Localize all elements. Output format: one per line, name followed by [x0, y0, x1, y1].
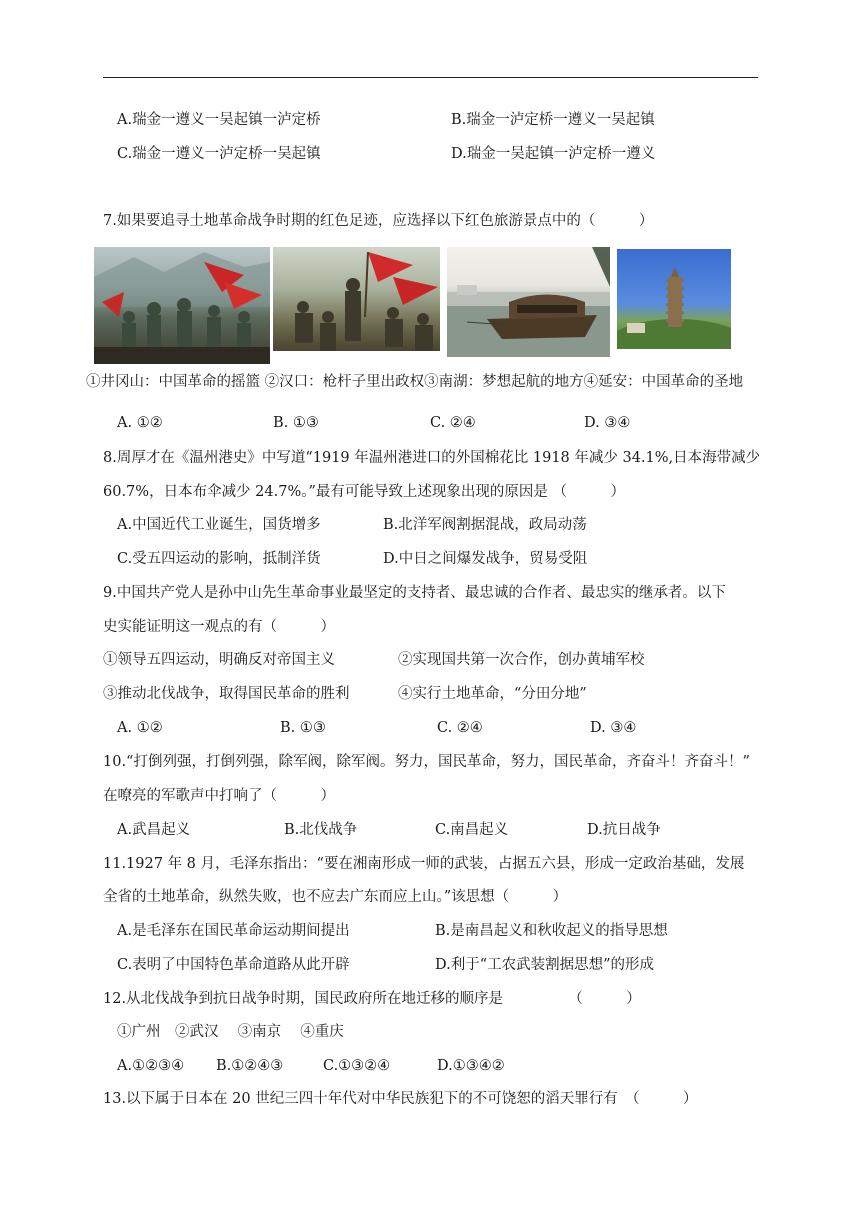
q10-option-a: A.武昌起义	[117, 822, 191, 838]
q9-option-a: A. ①②	[117, 720, 163, 736]
q8-stem-line1: 8.周厚才在《温州港史》中写道“1919 年温州港进口的外国棉花比 1918 年减少 34.1%,日本海带减少	[103, 450, 761, 466]
q7-option-a: A. ①②	[117, 415, 163, 431]
q9-item-3: ③推动北伐战争，取得国民革命的胜利	[103, 686, 350, 702]
q9-stem-line2: 史实能证明这一观点的有（ ）	[103, 619, 335, 635]
q9-stem-line1: 9.中国共产党人是孙中山先生革命事业最坚定的支持者、最忠诚的合作者、最忠实的继承者。以下	[103, 585, 726, 601]
q10-stem-line1: 10.“打倒列强，打倒列强，除军阀，除军阀。努力，国民革命，努力，国民革命，齐奋斗！齐奋斗！”	[103, 754, 750, 770]
yanan-pagoda-image	[617, 249, 731, 349]
q8-option-c: C.受五四运动的影响，抵制洋货	[117, 551, 321, 567]
q9-option-c: C. ②④	[437, 720, 483, 736]
q7-option-c: C. ②④	[430, 415, 476, 431]
q8-option-d: D.中日之间爆发战争，贸易受阻	[383, 551, 588, 567]
q9-option-b: B. ①③	[280, 720, 326, 736]
q6-option-c: C.瑞金一遵义一泸定桥一吴起镇	[117, 146, 321, 162]
q12-option-a: A.①②③④	[117, 1058, 185, 1074]
q7-option-b: B. ①③	[273, 415, 319, 431]
q7-stem: 7.如果要追寻土地革命战争时期的红色足迹，应选择以下红色旅游景点中的（ ）	[103, 213, 654, 229]
q6-option-b: B.瑞金一泸定桥一遵义一吴起镇	[451, 112, 655, 128]
q10-option-b: B.北伐战争	[284, 822, 358, 838]
q6-option-d: D.瑞金一吴起镇一泸定桥一遵义	[451, 146, 656, 162]
q10-stem-line2: 在嘹亮的军歌声中打响了（ ）	[103, 788, 335, 804]
q7-option-d: D. ③④	[584, 415, 631, 431]
q9-option-d: D. ③④	[590, 720, 637, 736]
q11-stem-line1: 11.1927 年 8 月，毛泽东指出：“要在湘南形成一师的武装，占据五六县，形成一定政治基础，发展	[103, 856, 745, 872]
q12-option-d: D.①③④②	[437, 1058, 505, 1074]
q10-option-d: D.抗日战争	[587, 822, 661, 838]
q11-option-a: A.是毛泽东在国民革命运动期间提出	[117, 923, 350, 939]
q9-item-4: ④实行土地革命，“分田分地”	[398, 686, 587, 702]
header-rule	[103, 77, 758, 78]
q9-item-2: ②实现国共第一次合作，创办黄埔军校	[398, 652, 645, 668]
q13-stem: 13.以下属于日本在 20 世纪三四十年代对中华民族犯下的不可饶恕的滔天罪行有 （ ）	[103, 1091, 698, 1107]
nanhu-boat-image	[447, 247, 610, 357]
jinggangshan-painting-image	[94, 247, 270, 364]
q9-item-1: ①领导五四运动，明确反对帝国主义	[103, 652, 335, 668]
q12-option-c: C.①③②④	[323, 1058, 391, 1074]
q11-option-d: D.利于“工农武装割据思想”的形成	[435, 957, 655, 973]
q8-option-a: A.中国近代工业诞生，国货增多	[117, 517, 321, 533]
q8-stem-line2: 60.7%，日本布伞减少 24.7%。”最有可能导致上述现象出现的原因是 （ ）	[103, 484, 626, 500]
q8-option-b: B.北洋军阀割据混战，政局动荡	[383, 517, 587, 533]
q10-option-c: C.南昌起义	[435, 822, 509, 838]
q6-option-a: A.瑞金一遵义一吴起镇一泸定桥	[117, 112, 321, 128]
q7-image-captions: ①井冈山：中国革命的摇篮 ②汉口：枪杆子里出政权③南湖：梦想起航的地方④延安：中国革命的圣地	[86, 374, 744, 390]
hankou-painting-image	[273, 247, 440, 351]
q12-stem: 12.从北伐战争到抗日战争时期，国民政府所在地迁移的顺序是 （ ）	[103, 991, 641, 1007]
q12-option-b: B.①②④③	[216, 1058, 284, 1074]
q12-items: ①广州 ②武汉 ③南京 ④重庆	[117, 1024, 344, 1040]
q11-option-c: C.表明了中国特色革命道路从此开辟	[117, 957, 350, 973]
q11-option-b: B.是南昌起义和秋收起义的指导思想	[435, 923, 668, 939]
q11-stem-line2: 全省的土地革命，纵然失败，也不应去广东而应上山。”该思想（ ）	[103, 889, 568, 905]
